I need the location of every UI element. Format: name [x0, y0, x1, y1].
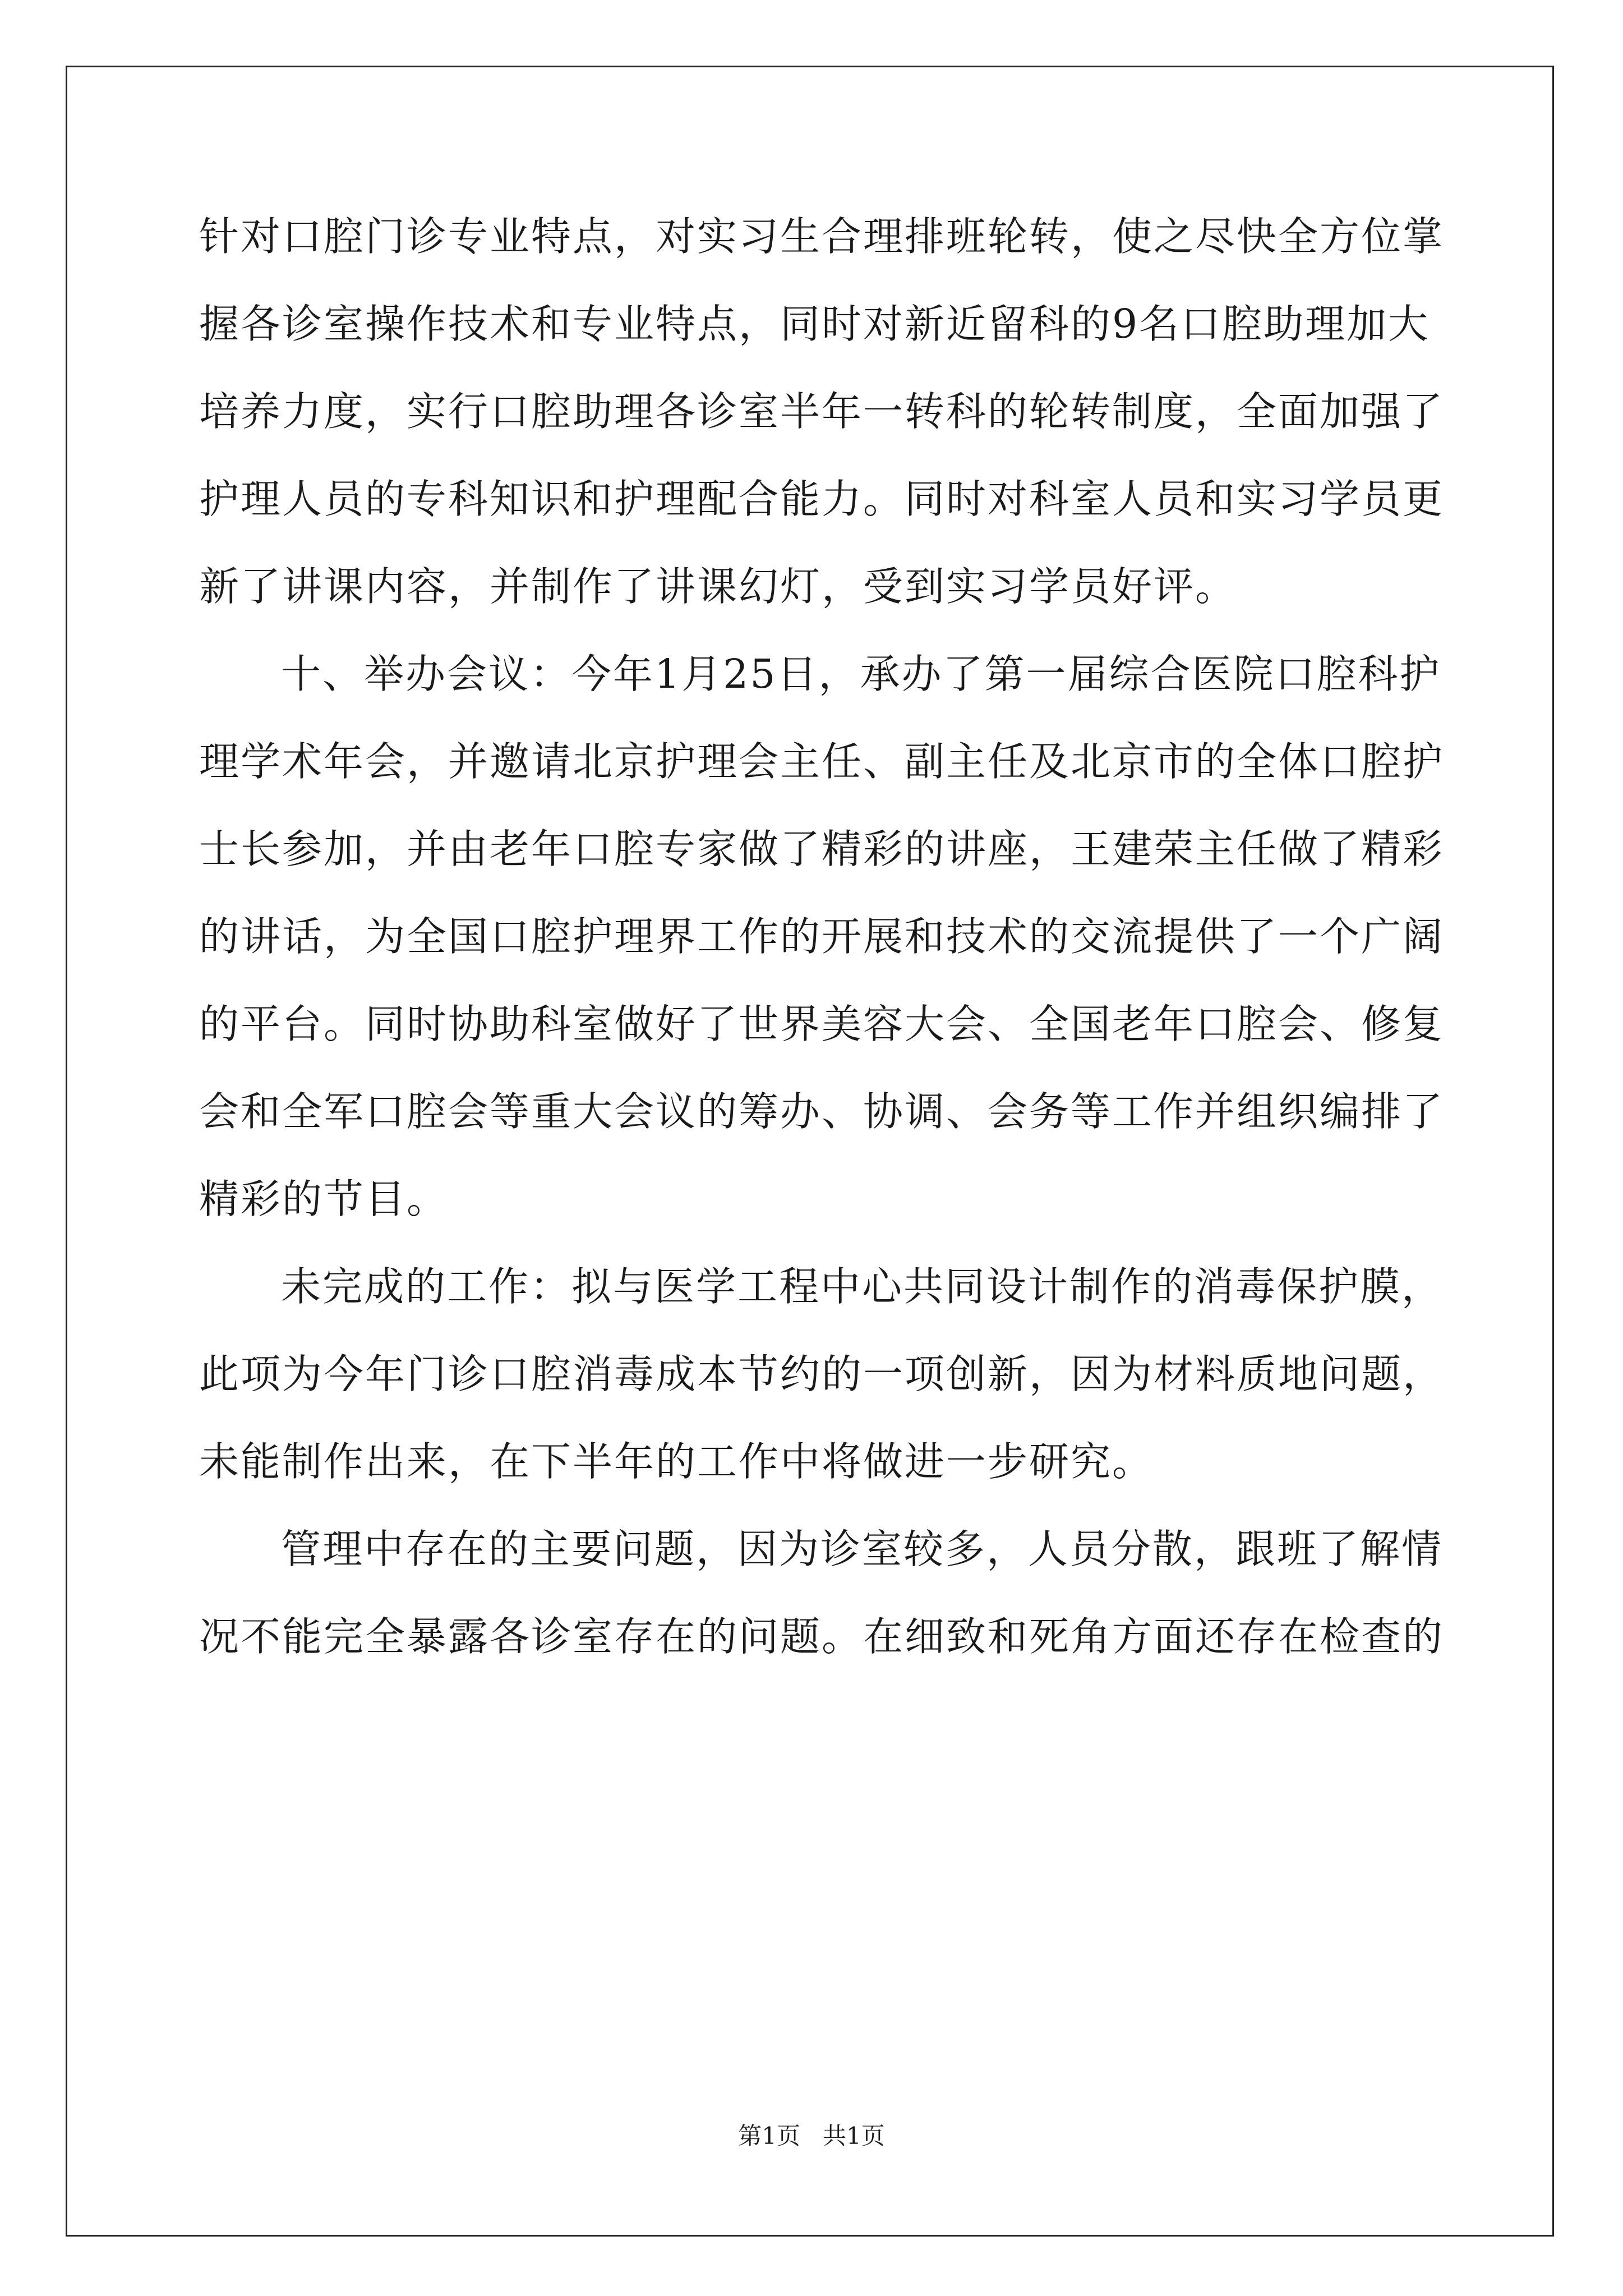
text-line: 管理中存在的主要问题，因为诊室较多，人员分散，跟班了解情 [281, 1526, 1444, 1572]
text-line: 未完成的工作：拟与医学工程中心共同设计制作的消毒保护膜， [281, 1263, 1444, 1310]
text-line: 针对口腔门诊专业特点，对实习生合理排班轮转，使之尽快全方位掌 [199, 213, 1445, 260]
text-line: 新了讲课内容，并制作了讲课幻灯，受到实习学员好评。 [199, 563, 1237, 610]
text-line: 握各诊室操作技术和专业特点，同时对新近留科的9名口腔助理加大 [199, 301, 1430, 347]
page-total: 共1页 [823, 2122, 885, 2150]
text-line: 十、举办会议：今年1月25日，承办了第一届综合医院口腔科护 [281, 651, 1441, 697]
text-line: 未能制作出来，在下半年的工作中将做进一步研究。 [199, 1438, 1154, 1485]
text-line: 培养力度，实行口腔助理各诊室半年一转科的轮转制度，全面加强了 [199, 388, 1445, 435]
text-line: 护理人员的专科知识和护理配合能力。同时对科室人员和实习学员更 [199, 476, 1445, 522]
text-line: 精彩的节目。 [199, 1176, 449, 1222]
page-footer [0, 2122, 1623, 2150]
text-line: 士长参加，并由老年口腔专家做了精彩的讲座，王建荣主任做了精彩 [199, 826, 1445, 872]
text-line: 理学术年会，并邀请北京护理会主任、副主任及北京市的全体口腔护 [199, 738, 1445, 785]
text-line: 的讲话，为全国口腔护理界工作的开展和技术的交流提供了一个广阔 [199, 913, 1445, 960]
text-line: 的平台。同时协助科室做好了世界美容大会、全国老年口腔会、修复 [199, 1001, 1445, 1047]
page-number: 第1页 [738, 2122, 800, 2150]
text-line: 此项为今年门诊口腔消毒成本节约的一项创新，因为材料质地问题， [199, 1351, 1445, 1397]
text-line: 况不能完全暴露各诊室存在的问题。在细致和死角方面还存在检查的 [199, 1613, 1445, 1660]
text-line: 会和全军口腔会等重大会议的筹办、协调、会务等工作并组织编排了 [199, 1088, 1445, 1135]
document-body [199, 213, 1445, 1702]
